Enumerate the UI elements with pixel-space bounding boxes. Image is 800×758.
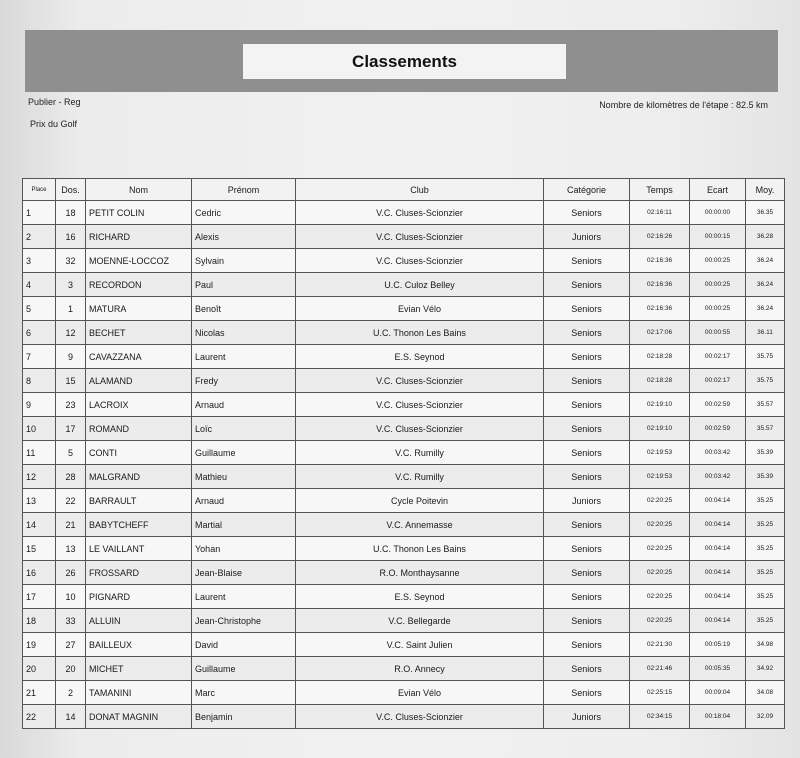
stage-distance: Nombre de kilomètres de l'étape : 82.5 km — [599, 100, 768, 110]
cell-time: 02:16:26 — [630, 225, 690, 249]
cell-firstname: Arnaud — [192, 489, 296, 513]
cell-lastname: RECORDON — [86, 273, 192, 297]
cell-firstname: Jean-Christophe — [192, 609, 296, 633]
cell-bib: 27 — [56, 633, 86, 657]
cell-place: 13 — [23, 489, 56, 513]
header-place: Place — [23, 179, 56, 201]
table-row — [23, 345, 785, 369]
cell-gap: 00:03:42 — [690, 465, 746, 489]
cell-gap: 00:04:14 — [690, 561, 746, 585]
race-organizer: Publier - Reg — [28, 97, 81, 107]
cell-time: 02:34:15 — [630, 705, 690, 729]
cell-time: 02:19:10 — [630, 393, 690, 417]
table-row — [23, 201, 785, 225]
cell-average: 32.09 — [746, 705, 785, 729]
cell-lastname: BABYTCHEFF — [86, 513, 192, 537]
cell-lastname: ALLUIN — [86, 609, 192, 633]
table-row — [23, 417, 785, 441]
cell-category: Juniors — [544, 489, 630, 513]
cell-gap: 00:02:59 — [690, 393, 746, 417]
table-row — [23, 585, 785, 609]
table-row — [23, 657, 785, 681]
cell-gap: 00:09:04 — [690, 681, 746, 705]
cell-club: Evian Vélo — [296, 681, 544, 705]
cell-firstname: Marc — [192, 681, 296, 705]
cell-club: E.S. Seynod — [296, 585, 544, 609]
cell-average: 35.75 — [746, 345, 785, 369]
cell-time: 02:25:15 — [630, 681, 690, 705]
cell-firstname: Alexis — [192, 225, 296, 249]
results-table — [22, 178, 785, 729]
cell-firstname: Sylvain — [192, 249, 296, 273]
cell-place: 10 — [23, 417, 56, 441]
cell-average: 35.39 — [746, 465, 785, 489]
cell-place: 2 — [23, 225, 56, 249]
cell-category: Seniors — [544, 201, 630, 225]
cell-bib: 12 — [56, 321, 86, 345]
cell-average: 36.24 — [746, 273, 785, 297]
cell-gap: 00:04:14 — [690, 585, 746, 609]
cell-gap: 00:04:14 — [690, 489, 746, 513]
cell-firstname: Yohan — [192, 537, 296, 561]
cell-lastname: BECHET — [86, 321, 192, 345]
cell-lastname: ROMAND — [86, 417, 192, 441]
cell-lastname: RICHARD — [86, 225, 192, 249]
cell-bib: 26 — [56, 561, 86, 585]
cell-category: Seniors — [544, 657, 630, 681]
cell-time: 02:18:28 — [630, 345, 690, 369]
cell-place: 15 — [23, 537, 56, 561]
table-row — [23, 513, 785, 537]
cell-place: 5 — [23, 297, 56, 321]
header-time: Temps — [630, 179, 690, 201]
cell-place: 20 — [23, 657, 56, 681]
cell-firstname: Benjamin — [192, 705, 296, 729]
cell-lastname: MALGRAND — [86, 465, 192, 489]
cell-average: 34.08 — [746, 681, 785, 705]
cell-category: Seniors — [544, 393, 630, 417]
cell-gap: 00:00:15 — [690, 225, 746, 249]
cell-firstname: Martial — [192, 513, 296, 537]
cell-average: 35.75 — [746, 369, 785, 393]
cell-club: V.C. Cluses-Scionzier — [296, 369, 544, 393]
cell-time: 02:20:25 — [630, 513, 690, 537]
table-header-row — [23, 179, 785, 201]
cell-bib: 5 — [56, 441, 86, 465]
cell-place: 18 — [23, 609, 56, 633]
cell-place: 4 — [23, 273, 56, 297]
cell-bib: 9 — [56, 345, 86, 369]
cell-time: 02:16:36 — [630, 273, 690, 297]
cell-category: Seniors — [544, 297, 630, 321]
cell-category: Seniors — [544, 513, 630, 537]
cell-club: E.S. Seynod — [296, 345, 544, 369]
cell-club: U.C. Culoz Belley — [296, 273, 544, 297]
cell-average: 35.25 — [746, 585, 785, 609]
cell-bib: 33 — [56, 609, 86, 633]
cell-time: 02:20:25 — [630, 585, 690, 609]
cell-bib: 22 — [56, 489, 86, 513]
cell-time: 02:21:46 — [630, 657, 690, 681]
cell-club: U.C. Thonon Les Bains — [296, 537, 544, 561]
page-title: Classements — [243, 44, 566, 79]
cell-bib: 10 — [56, 585, 86, 609]
cell-firstname: Arnaud — [192, 393, 296, 417]
header-gap: Ecart — [690, 179, 746, 201]
cell-category: Seniors — [544, 249, 630, 273]
cell-time: 02:20:25 — [630, 537, 690, 561]
cell-lastname: TAMANINI — [86, 681, 192, 705]
cell-bib: 18 — [56, 201, 86, 225]
cell-club: U.C. Thonon Les Bains — [296, 321, 544, 345]
cell-category: Seniors — [544, 561, 630, 585]
cell-lastname: MATURA — [86, 297, 192, 321]
cell-category: Seniors — [544, 585, 630, 609]
cell-gap: 00:00:25 — [690, 273, 746, 297]
cell-firstname: Guillaume — [192, 657, 296, 681]
cell-bib: 1 — [56, 297, 86, 321]
cell-average: 36.11 — [746, 321, 785, 345]
cell-club: Cycle Poitevin — [296, 489, 544, 513]
cell-category: Seniors — [544, 681, 630, 705]
cell-average: 35.25 — [746, 609, 785, 633]
cell-gap: 00:00:25 — [690, 297, 746, 321]
cell-time: 02:16:36 — [630, 297, 690, 321]
cell-bib: 3 — [56, 273, 86, 297]
cell-place: 22 — [23, 705, 56, 729]
cell-time: 02:19:10 — [630, 417, 690, 441]
cell-lastname: CONTI — [86, 441, 192, 465]
cell-gap: 00:04:14 — [690, 609, 746, 633]
cell-club: V.C. Rumilly — [296, 441, 544, 465]
cell-time: 02:20:25 — [630, 609, 690, 633]
cell-gap: 00:00:00 — [690, 201, 746, 225]
cell-bib: 17 — [56, 417, 86, 441]
header-firstname: Prénom — [192, 179, 296, 201]
table-row — [23, 249, 785, 273]
cell-lastname: BAILLEUX — [86, 633, 192, 657]
cell-lastname: CAVAZZANA — [86, 345, 192, 369]
cell-category: Seniors — [544, 417, 630, 441]
cell-place: 16 — [23, 561, 56, 585]
cell-time: 02:20:25 — [630, 489, 690, 513]
cell-firstname: Mathieu — [192, 465, 296, 489]
cell-place: 19 — [23, 633, 56, 657]
cell-firstname: Nicolas — [192, 321, 296, 345]
cell-average: 36.24 — [746, 249, 785, 273]
cell-place: 21 — [23, 681, 56, 705]
table-row — [23, 489, 785, 513]
cell-average: 35.25 — [746, 489, 785, 513]
cell-club: V.C. Cluses-Scionzier — [296, 705, 544, 729]
cell-gap: 00:18:04 — [690, 705, 746, 729]
cell-place: 8 — [23, 369, 56, 393]
cell-category: Seniors — [544, 465, 630, 489]
cell-club: R.O. Annecy — [296, 657, 544, 681]
cell-club: V.C. Saint Julien — [296, 633, 544, 657]
cell-average: 35.25 — [746, 561, 785, 585]
cell-gap: 00:05:35 — [690, 657, 746, 681]
table-row — [23, 705, 785, 729]
cell-time: 02:18:28 — [630, 369, 690, 393]
cell-time: 02:19:53 — [630, 441, 690, 465]
cell-average: 35.57 — [746, 393, 785, 417]
cell-gap: 00:05:19 — [690, 633, 746, 657]
cell-firstname: Benoît — [192, 297, 296, 321]
header-lastname: Nom — [86, 179, 192, 201]
cell-club: R.O. Monthaysanne — [296, 561, 544, 585]
cell-category: Seniors — [544, 369, 630, 393]
cell-lastname: BARRAULT — [86, 489, 192, 513]
cell-club: V.C. Rumilly — [296, 465, 544, 489]
cell-bib: 16 — [56, 225, 86, 249]
cell-bib: 32 — [56, 249, 86, 273]
cell-place: 11 — [23, 441, 56, 465]
cell-average: 36.24 — [746, 297, 785, 321]
cell-time: 02:21:30 — [630, 633, 690, 657]
table-row — [23, 297, 785, 321]
cell-place: 9 — [23, 393, 56, 417]
cell-gap: 00:04:14 — [690, 537, 746, 561]
cell-place: 12 — [23, 465, 56, 489]
cell-bib: 14 — [56, 705, 86, 729]
cell-lastname: ALAMAND — [86, 369, 192, 393]
cell-average: 36.28 — [746, 225, 785, 249]
cell-average: 35.57 — [746, 417, 785, 441]
cell-lastname: PETIT COLIN — [86, 201, 192, 225]
cell-category: Juniors — [544, 705, 630, 729]
cell-place: 17 — [23, 585, 56, 609]
header-category: Catégorie — [544, 179, 630, 201]
cell-time: 02:16:11 — [630, 201, 690, 225]
cell-bib: 23 — [56, 393, 86, 417]
cell-average: 34.92 — [746, 657, 785, 681]
cell-bib: 28 — [56, 465, 86, 489]
cell-firstname: Jean-Blaise — [192, 561, 296, 585]
table-row — [23, 681, 785, 705]
table-row — [23, 465, 785, 489]
header-club: Club — [296, 179, 544, 201]
cell-average: 35.25 — [746, 537, 785, 561]
cell-lastname: PIGNARD — [86, 585, 192, 609]
cell-lastname: FROSSARD — [86, 561, 192, 585]
cell-gap: 00:04:14 — [690, 513, 746, 537]
cell-club: V.C. Cluses-Scionzier — [296, 225, 544, 249]
cell-lastname: MOENNE-LOCCOZ — [86, 249, 192, 273]
cell-bib: 13 — [56, 537, 86, 561]
cell-lastname: LE VAILLANT — [86, 537, 192, 561]
cell-firstname: Fredy — [192, 369, 296, 393]
cell-bib: 21 — [56, 513, 86, 537]
cell-club: V.C. Cluses-Scionzier — [296, 393, 544, 417]
table-row — [23, 273, 785, 297]
cell-club: Evian Vélo — [296, 297, 544, 321]
cell-club: V.C. Cluses-Scionzier — [296, 201, 544, 225]
cell-average: 35.25 — [746, 513, 785, 537]
cell-gap: 00:03:42 — [690, 441, 746, 465]
cell-category: Seniors — [544, 321, 630, 345]
header-bib: Dos. — [56, 179, 86, 201]
race-name: Prix du Golf — [30, 119, 78, 129]
cell-place: 6 — [23, 321, 56, 345]
table-row — [23, 321, 785, 345]
cell-firstname: Laurent — [192, 585, 296, 609]
cell-club: V.C. Bellegarde — [296, 609, 544, 633]
cell-firstname: Cedric — [192, 201, 296, 225]
cell-firstname: Laurent — [192, 345, 296, 369]
cell-category: Seniors — [544, 633, 630, 657]
table-row — [23, 441, 785, 465]
cell-gap: 00:00:25 — [690, 249, 746, 273]
cell-lastname: DONAT MAGNIN — [86, 705, 192, 729]
cell-lastname: LACROIX — [86, 393, 192, 417]
cell-bib: 20 — [56, 657, 86, 681]
cell-place: 1 — [23, 201, 56, 225]
cell-firstname: Paul — [192, 273, 296, 297]
table-row — [23, 537, 785, 561]
cell-category: Seniors — [544, 273, 630, 297]
cell-gap: 00:00:55 — [690, 321, 746, 345]
cell-category: Seniors — [544, 537, 630, 561]
cell-bib: 2 — [56, 681, 86, 705]
cell-average: 35.39 — [746, 441, 785, 465]
cell-place: 14 — [23, 513, 56, 537]
table-row — [23, 633, 785, 657]
table-row — [23, 369, 785, 393]
table-row — [23, 561, 785, 585]
cell-club: V.C. Cluses-Scionzier — [296, 249, 544, 273]
cell-gap: 00:02:17 — [690, 369, 746, 393]
header-average: Moy. — [746, 179, 785, 201]
cell-firstname: Loïc — [192, 417, 296, 441]
cell-lastname: MICHET — [86, 657, 192, 681]
cell-average: 34.98 — [746, 633, 785, 657]
cell-time: 02:16:36 — [630, 249, 690, 273]
cell-time: 02:19:53 — [630, 465, 690, 489]
cell-club: V.C. Cluses-Scionzier — [296, 417, 544, 441]
cell-time: 02:20:25 — [630, 561, 690, 585]
cell-time: 02:17:06 — [630, 321, 690, 345]
cell-category: Juniors — [544, 225, 630, 249]
cell-place: 3 — [23, 249, 56, 273]
cell-category: Seniors — [544, 609, 630, 633]
table-row — [23, 609, 785, 633]
table-row — [23, 393, 785, 417]
cell-firstname: David — [192, 633, 296, 657]
cell-category: Seniors — [544, 345, 630, 369]
cell-club: V.C. Annemasse — [296, 513, 544, 537]
table-row — [23, 225, 785, 249]
cell-average: 36.35 — [746, 201, 785, 225]
cell-gap: 00:02:59 — [690, 417, 746, 441]
cell-place: 7 — [23, 345, 56, 369]
cell-category: Seniors — [544, 441, 630, 465]
cell-gap: 00:02:17 — [690, 345, 746, 369]
cell-firstname: Guillaume — [192, 441, 296, 465]
cell-bib: 15 — [56, 369, 86, 393]
